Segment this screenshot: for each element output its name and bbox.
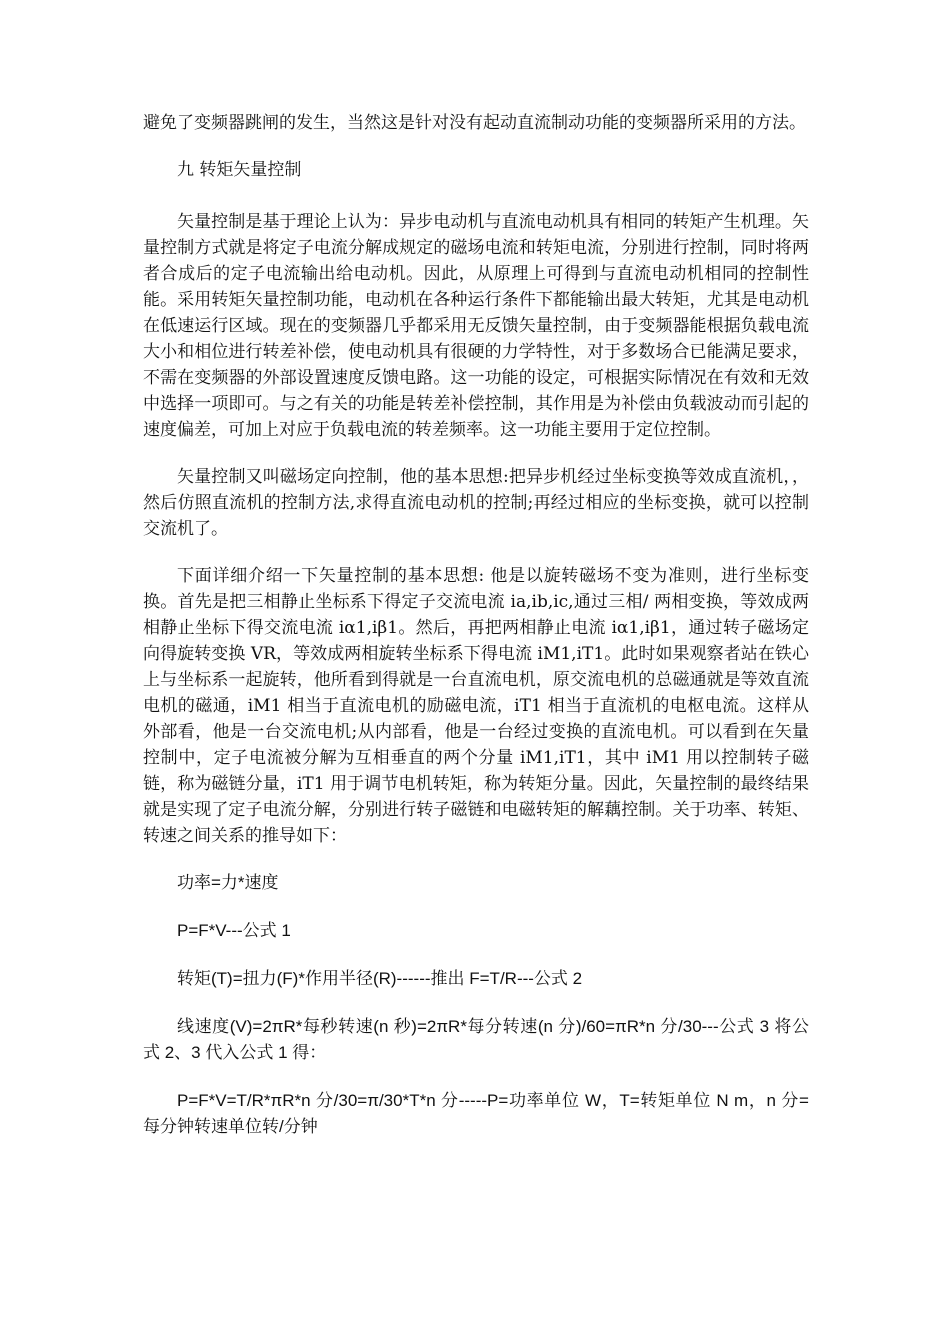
section-heading: 九 转矩矢量控制: [177, 160, 302, 180]
formula-3: 线速度(V)=2πR*每秒转速(n 秒)=2πR*每分转速(n 分)/60=πR*n 分/30---公式 3 将公式 2、3 代入公式 1 得：: [143, 1017, 809, 1062]
paragraph-vector-control-details: 下面详细介绍一下矢量控制的基本思想: 他是以旋转磁场不变为准则，进行坐标变换。首先是把三相静止坐标系下得定子交流电流 ia,ib,ic,通过三相/ 两相变换，等效成两相静止坐标下得交流电流 iα1,iβ1。然后，再把两相静止电流 iα1,iβ1，通过转子磁场定向得旋转变换 VR，等效成两相旋转坐标系下得电流 iM1,iT1。此时如果观察者站在铁心上与坐标系一起旋转，他所看到得就是一台直流电机，原交流电机的总磁通就是等效直流电机的磁通，iM1 相当于直流电机的励磁电流，iT1 相当于直流机的电枢电流。这样从外部看，他是一台交流电机;从内部看，他是一台经过变换的直流电机。可以看到在矢量控制中，定子电流被分解为互相垂直的两个分量 iM1,iT1，其中 iM1 用以控制转子磁链，称为磁链分量，iT1 用于调节电机转矩，称为转矩分量。因此，矢量控制的最终结果就是实现了定子电流分解，分别进行转子磁链和电磁转矩的解藕控制。关于功率、转矩、转速之间关系的推导如下：: [143, 566, 809, 846]
paragraph-continuation: 避免了变频器跳闸的发生，当然这是针对没有起动直流制动功能的变频器所采用的方法。: [143, 113, 806, 133]
paragraph-field-oriented-control: 矢量控制又叫磁场定向控制，他的基本思想:把异步机经过坐标变换等效成直流机，，然后仿照直流机的控制方法,求得直流电动机的控制;再经过相应的坐标变换，就可以控制交流机了。: [143, 467, 809, 539]
document-page: [143, 110, 809, 1162]
formula-power-definition: 功率=力*速度: [177, 873, 279, 892]
formula-result: P=F*V=T/R*πR*n 分/30=π/30*T*n 分-----P=功率单位 W，T=转矩单位 N m，n 分=每分钟转速单位转/分钟: [143, 1091, 809, 1136]
formula-1: P=F*V---公式 1: [177, 921, 291, 940]
formula-2: 转矩(T)=扭力(F)*作用半径(R)------推出 F=T/R---公式 2: [177, 969, 583, 988]
paragraph-vector-control-intro: 矢量控制是基于理论上认为：异步电动机与直流电动机具有相同的转矩产生机理。矢量控制方式就是将定子电流分解成规定的磁场电流和转矩电流，分别进行控制，同时将两者合成后的定子电流输出给电动机。因此，从原理上可得到与直流电动机相同的控制性能。采用转矩矢量控制功能，电动机在各种运行条件下都能输出最大转矩，尤其是电动机在低速运行区域。现在的变频器几乎都采用无反馈矢量控制，由于变频器能根据负载电流大小和相位进行转差补偿，使电动机具有很硬的力学特性，对于多数场合已能满足要求，不需在变频器的外部设置速度反馈电路。这一功能的设定，可根据实际情况在有效和无效中选择一项即可。与之有关的功能是转差补偿控制，其作用是为补偿由负载波动而引起的速度偏差，可加上对应于负载电流的转差频率。这一功能主要用于定位控制。: [143, 212, 809, 440]
